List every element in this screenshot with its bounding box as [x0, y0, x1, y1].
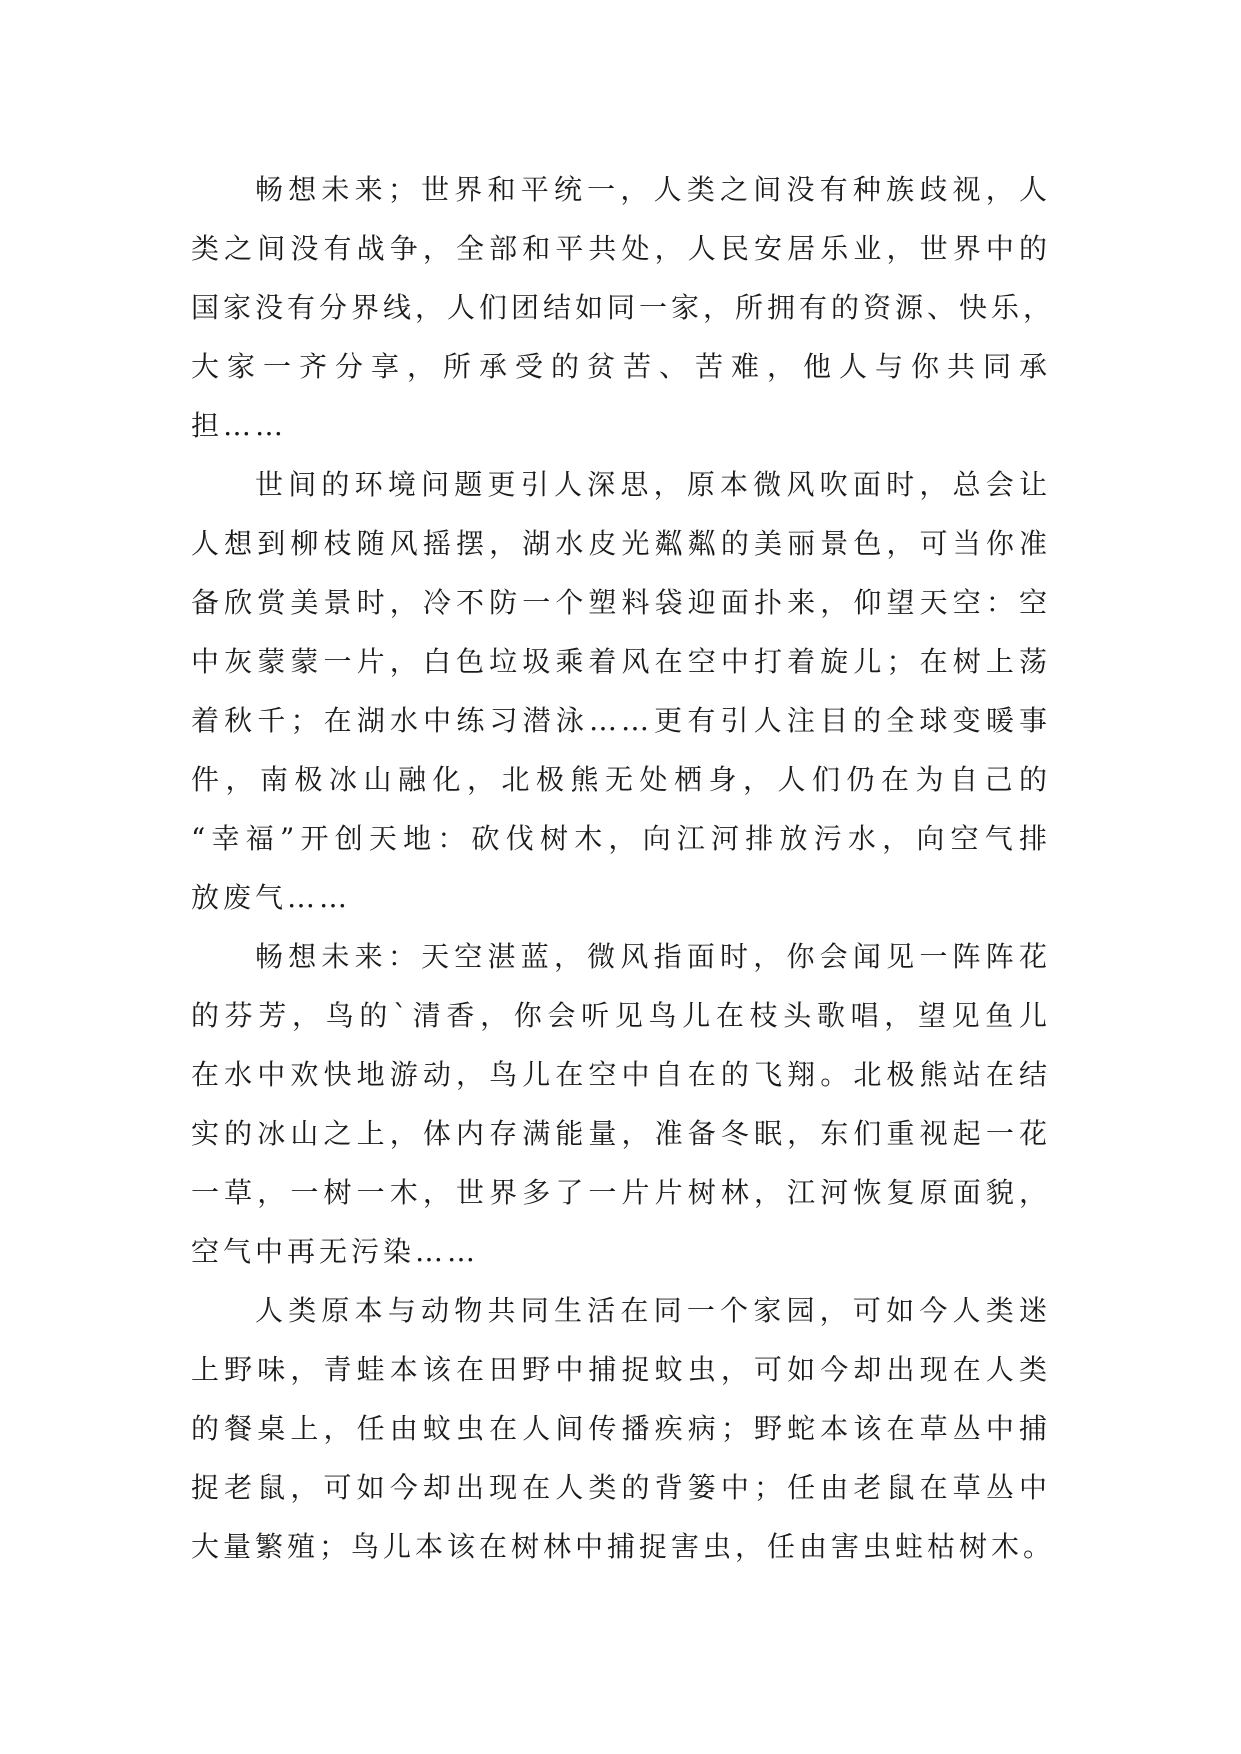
paragraph-4 [191, 1281, 1056, 1576]
text-line: 国家没有分界线，人们团结如同一家，所拥有的资源、快乐， [191, 291, 1056, 324]
text-line: 着秋千；在湖水中练习潜泳……更有引人注目的全球变暖事 [191, 704, 1051, 737]
paragraph-2 [191, 455, 1051, 927]
text-line: 畅想未来：天空湛蓝，微风指面时，你会闻见一阵阵花 [255, 940, 1051, 973]
text-line: 世间的环境问题更引人深思，原本微风吹面时，总会让 [255, 468, 1051, 501]
text-line: 大量繁殖；鸟儿本该在树林中捕捉害虫，任由害虫蛀枯树木。 [191, 1530, 1056, 1563]
text-line: 的芬芳，鸟的`清香，你会听见鸟儿在枝头歌唱，望见鱼儿 [191, 999, 1051, 1032]
text-line: 备欣赏美景时，冷不防一个塑料袋迎面扑来，仰望天空：空 [191, 586, 1051, 619]
text-line: 捉老鼠，可如今却出现在人类的背篓中；任由老鼠在草丛中 [191, 1471, 1051, 1504]
text-line: 担…… [191, 409, 288, 442]
text-line: 上野味，青蛙本该在田野中捕捉蚊虫，可如今却出现在人类 [191, 1353, 1051, 1386]
text-line: 空气中再无污染…… [191, 1235, 480, 1268]
document-body [191, 160, 1056, 1576]
text-line: 放废气…… [191, 881, 352, 914]
text-line: 实的冰山之上，体内存满能量，准备冬眠，东们重视起一花 [191, 1117, 1051, 1150]
text-line: 中灰蒙蒙一片，白色垃圾乘着风在空中打着旋儿；在树上荡 [191, 645, 1051, 678]
text-line: 在水中欢快地游动，鸟儿在空中自在的飞翔。北极熊站在结 [191, 1058, 1051, 1091]
paragraph-1 [191, 160, 1056, 455]
text-line: “幸福”开创天地：砍伐树木，向江河排放污水，向空气排 [191, 822, 1051, 855]
paragraph-3 [191, 927, 1051, 1281]
text-line: 件，南极冰山融化，北极熊无处栖身，人们仍在为自己的 [191, 763, 1051, 796]
text-line: 一草，一树一木，世界多了一片片树林，江河恢复原面貌， [191, 1176, 1051, 1209]
text-line: 的餐桌上，任由蚊虫在人间传播疾病；野蛇本该在草丛中捕 [191, 1412, 1051, 1445]
text-line: 人想到柳枝随风摇摆，湖水皮光粼粼的美丽景色，可当你准 [191, 527, 1051, 560]
text-line: 人类原本与动物共同生活在同一个家园，可如今人类迷 [255, 1294, 1051, 1327]
text-line: 类之间没有战争，全部和平共处，人民安居乐业，世界中的 [191, 232, 1051, 265]
text-line: 大家一齐分享，所承受的贫苦、苦难，他人与你共同承 [191, 350, 1051, 383]
text-line: 畅想未来；世界和平统一，人类之间没有种族歧视，人 [255, 173, 1051, 206]
